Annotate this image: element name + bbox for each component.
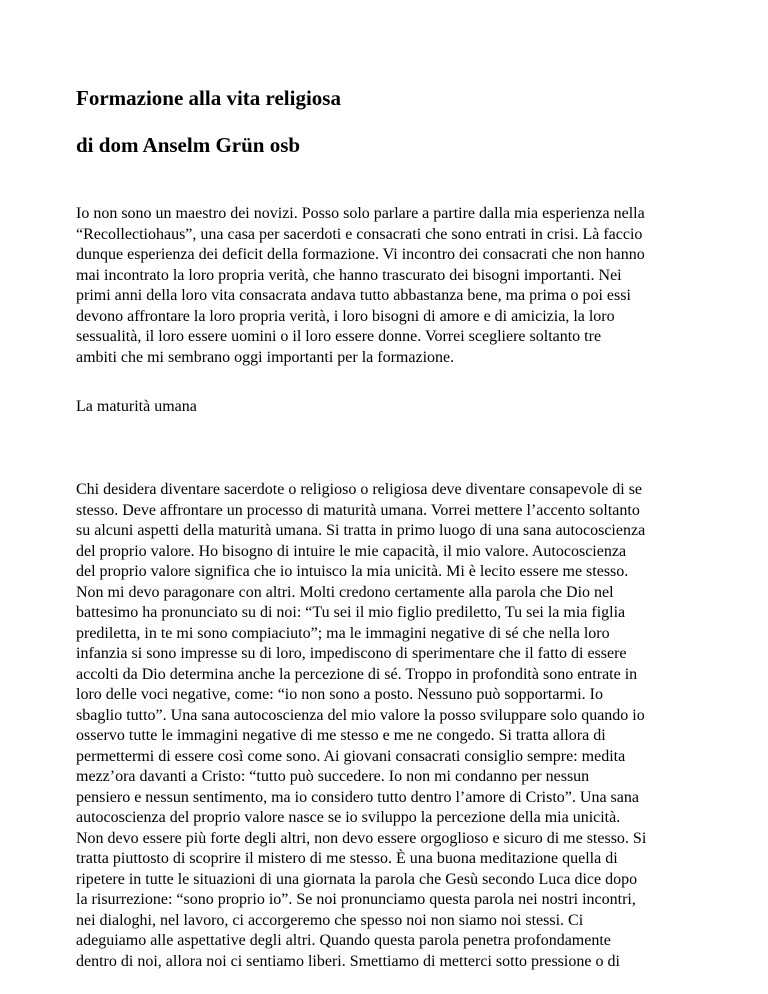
document-title: Formazione alla vita religiosa bbox=[76, 86, 341, 110]
paragraph-line: primi anni della loro vita consacrata andava tutto abbastanza bene, ma prima o poi essi bbox=[76, 287, 631, 304]
paragraph-line: prediletta, in te mi sono compiaciuto”; ma le immagini negative di sé che nella loro bbox=[76, 624, 610, 642]
paragraph-line: loro delle voci negative, come: “io non sono a posto. Nessuno può sopportarmi. Io bbox=[76, 686, 604, 703]
section-heading: La maturità umana bbox=[76, 398, 197, 415]
paragraph-line: autocoscienza del proprio valore nasce se io sviluppo la percezione della mia unicità. bbox=[76, 809, 621, 826]
paragraph-line: accolti da Dio determina anche la percezione di sé. Troppo in profondità sono entrate in bbox=[76, 665, 638, 683]
body-paragraph bbox=[76, 480, 646, 972]
paragraph-line: ripetere in tutte le situazioni di una giornata la parola che Gesù secondo Luca dice dopo bbox=[76, 870, 638, 888]
paragraph-line: Non devo essere più forte degli altri, non devo essere orgoglioso e sicuro di me stesso. Si bbox=[76, 829, 647, 847]
paragraph-line: dunque esperienza dei deficit della formazione. Vi incontro dei consacrati che non hanno bbox=[76, 246, 645, 263]
paragraph-line: infanzia si sono impresse su di loro, impediscono di sperimentare che il fatto di essere bbox=[76, 645, 627, 662]
paragraph-line: la risurrezione: “sono proprio io”. Se noi pronunciamo questa parola nei nostri incontri, bbox=[76, 891, 636, 908]
paragraph-line: su alcuni aspetti della maturità umana. Si tratta in primo luogo di una sana autocoscienza bbox=[76, 522, 646, 539]
paragraph-line: ambiti che mi sembrano oggi importanti per la formazione. bbox=[76, 348, 455, 366]
paragraph-line: “Recollectiohaus”, una casa per sacerdoti e consacrati che sono entrati in crisi. Là faccio bbox=[76, 225, 643, 243]
paragraph-line: del proprio valore significa che io intuisco la mia unicità. Mi è lecito essere me stesso. bbox=[76, 563, 629, 580]
paragraph-line: sessualità, il loro essere uomini o il loro essere donne. Vorrei scegliere soltanto tre bbox=[76, 328, 602, 345]
paragraph-line: Non mi devo paragonare con altri. Molti credono certamente alla parola che Dio nel bbox=[76, 583, 614, 601]
paragraph-line: stesso. Deve affrontare un processo di maturità umana. Vorrei mettere l’accento soltanto bbox=[76, 501, 640, 519]
paragraph-line: mai incontrato la loro propria verità, che hanno trascurato dei bisogni importanti. Nei bbox=[76, 266, 622, 284]
paragraph-line: Chi desidera diventare sacerdote o religioso o religiosa deve diventare consapevole di se bbox=[76, 481, 643, 498]
paragraph-line: sbaglio tutto”. Una sana autocoscienza del mio valore la posso sviluppare solo quando io bbox=[76, 706, 645, 724]
paragraph-line: tratta piuttosto di scoprire il mistero di me stesso. È una buona meditazione quella di bbox=[76, 850, 618, 867]
paragraph-line: devono affrontare la loro propria verità, i loro bisogni di amore e di amicizia, la loro bbox=[76, 307, 615, 325]
paragraph-line: pensiero e nessun sentimento, ma io considero tutto dentro l’amore di Cristo”. Una sana bbox=[76, 788, 639, 806]
paragraph-line: permettermi di essere così come sono. Ai giovani consacrati consiglio sempre: medita bbox=[76, 747, 626, 765]
paragraph-line: del proprio valore. Ho bisogno di intuire le mie capacità, il mio valore. Autocoscienza bbox=[76, 542, 627, 560]
paragraph-line: Io non sono un maestro dei novizi. Posso solo parlare a partire dalla mia esperienza nella bbox=[76, 205, 645, 222]
document-author: di dom Anselm Grün osb bbox=[76, 133, 301, 157]
paragraph-line: dentro di noi, allora noi ci sentiamo liberi. Smettiamo di metterci sotto pressione o di bbox=[76, 952, 620, 970]
paragraph-line: adeguiamo alle aspettative degli altri. Quando questa parola penetra profondamente bbox=[76, 932, 611, 949]
intro-paragraph bbox=[76, 204, 645, 368]
paragraph-line: battesimo ha pronunciato su di noi: “Tu sei il mio figlio prediletto, Tu sei la mia figlia bbox=[76, 604, 626, 621]
paragraph-line: nei dialoghi, nel lavoro, ci accorgeremo che spesso noi non siamo noi stessi. Ci bbox=[76, 911, 584, 929]
paragraph-line: osservo tutte le immagini negative di me stesso e me ne congedo. Si tratta allora di bbox=[76, 727, 606, 744]
paragraph-line: mezz’ora davanti a Cristo: “tutto può succedere. Io non mi condanno per nessun bbox=[76, 768, 590, 785]
